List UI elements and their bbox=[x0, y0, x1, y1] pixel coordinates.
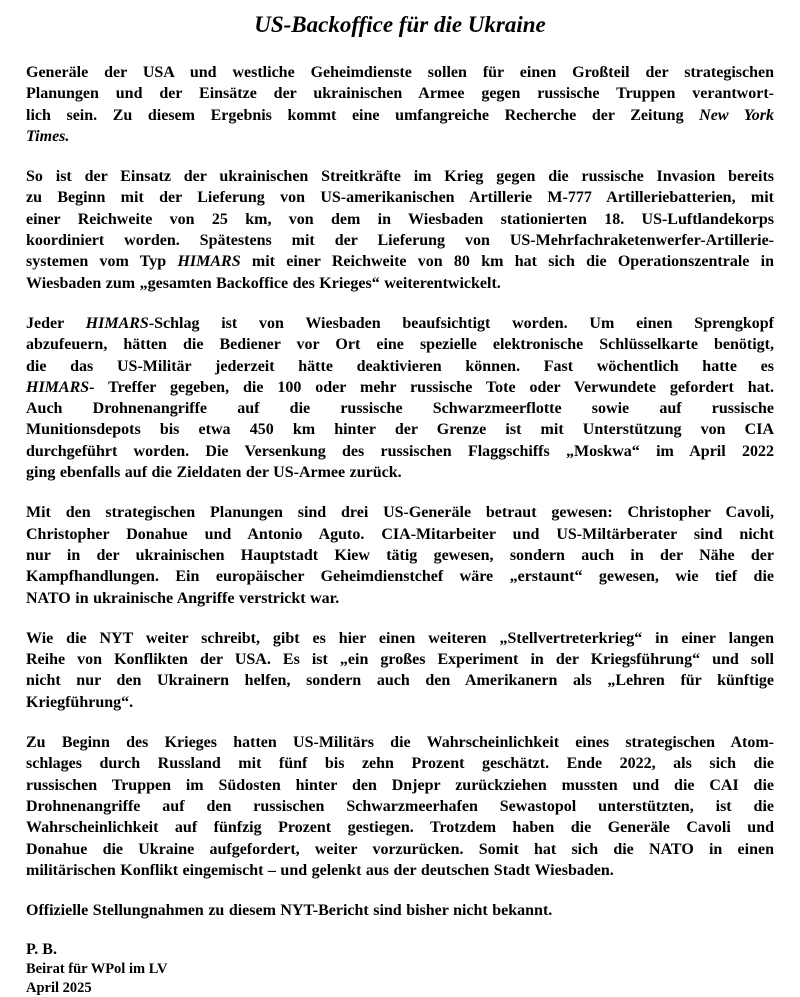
text-segment: Reihe von Konflikten der USA. Es ist „ein großes Experiment in der Kriegsführung“ und soll bbox=[26, 651, 774, 669]
text-segment: lich sein. Zu diesem Ergebnis kommt eine umfangreiche Recherche der Zeitung bbox=[26, 106, 700, 124]
text-segment: russischen Truppen im Südosten hinter den Dnjepr zurückziehen mussten und die CAI die bbox=[26, 776, 774, 794]
text-segment: nicht nur den Ukrainern helfen, sondern auch den Amerikanern als „Lehren für künftige bbox=[26, 672, 774, 690]
paragraph bbox=[26, 166, 774, 294]
text-segment: Munitionsdepots bis etwa 450 km hinter der Grenze ist mit Unterstützung von CIA bbox=[26, 421, 774, 439]
text-segment: Drohnenangriffe auf den russischen Schwarzmeerhafen Sewastopol unterstützten, ist die bbox=[26, 797, 774, 815]
text-line bbox=[26, 775, 774, 796]
text-segment: Jeder bbox=[26, 314, 86, 332]
paragraph bbox=[26, 900, 774, 921]
text-line bbox=[26, 796, 774, 817]
text-segment: Planungen und der Einsätze der ukrainischen Armee gegen russische Truppen verantwort- bbox=[26, 85, 774, 103]
text-line bbox=[26, 545, 774, 566]
signature-date: April 2025 bbox=[26, 979, 92, 996]
signature-block bbox=[26, 940, 774, 997]
text-segment: Wie die NYT weiter schreibt, gibt es hier einen weiteren „Stellvertreterkrieg“ in einer langen bbox=[26, 629, 774, 647]
text-line bbox=[26, 628, 774, 649]
text-line bbox=[26, 377, 774, 398]
text-segment: Zu Beginn des Krieges hatten US-Militärs die Wahrscheinlichkeit eines strategischen Atom- bbox=[26, 734, 774, 752]
text-segment: Auch Drohnenangriffe auf die russische Schwarzmeerflotte sowie auf russische bbox=[26, 400, 774, 418]
text-segment: Treffer gegeben, die 100 oder mehr russische Tote oder Verwundete gefordert hat. bbox=[94, 378, 774, 396]
paragraph bbox=[26, 502, 774, 608]
text-segment: Kampfhandlungen. Ein europäischer Geheimdienstchef wäre „erstaunt“ gewesen, wie tief die bbox=[26, 568, 774, 586]
text-line bbox=[26, 126, 774, 147]
italic-text-segment: HIMARS bbox=[177, 253, 241, 271]
paragraph bbox=[26, 628, 774, 713]
text-segment: mit einer Reichweite von 80 km hat sich die Operationszentrale in bbox=[240, 253, 774, 271]
text-line bbox=[26, 462, 774, 483]
text-line bbox=[26, 900, 774, 921]
text-line bbox=[26, 588, 774, 609]
text-segment: einer Reichweite von 25 km, von dem in Wiesbaden stationierten 18. US-Luftlandekorps bbox=[26, 210, 774, 228]
text-segment: abzufeuern, hätten die Bediener vor Ort eine spezielle elektronische Schlüsselkarte benötigt, bbox=[26, 336, 774, 354]
text-line bbox=[26, 251, 774, 272]
text-segment: nur in der ukrainischen Hauptstadt Kiew tätig gewesen, sondern auch in der Nähe der bbox=[26, 546, 774, 564]
text-segment: durchgeführt worden. Die Versenkung des russischen Flaggschiffs „Moskwa“ im April 2022 bbox=[26, 442, 774, 460]
text-line bbox=[26, 502, 774, 523]
text-line bbox=[26, 441, 774, 462]
paragraph bbox=[26, 62, 774, 147]
text-line bbox=[26, 670, 774, 691]
text-line bbox=[26, 692, 774, 713]
text-segment: Wahrscheinlichkeit auf fünfzig Prozent gestiegen. Trotzdem haben die Generäle Cavoli und bbox=[26, 819, 774, 837]
text-line bbox=[26, 105, 774, 126]
text-line bbox=[26, 187, 774, 208]
text-line bbox=[26, 566, 774, 587]
text-line bbox=[26, 83, 774, 104]
text-line bbox=[26, 334, 774, 355]
text-line bbox=[26, 524, 774, 545]
text-segment: Kriegführung“. bbox=[26, 693, 134, 711]
paragraph bbox=[26, 732, 774, 881]
text-segment: Wiesbaden zum „gesamten Backoffice des Krieges“ weiterentwickelt. bbox=[26, 274, 501, 292]
text-line bbox=[26, 817, 774, 838]
document-title: US-Backoffice für die Ukraine bbox=[254, 12, 546, 37]
text-segment: -Schlag ist von Wiesbaden beaufsichtigt worden. Um einen Sprengkopf bbox=[148, 314, 774, 332]
text-segment: systemen vom Typ bbox=[26, 253, 178, 271]
text-segment: die das US-Militär jederzeit hätte deaktivieren können. Fast wöchentlich hatte es bbox=[26, 357, 774, 375]
text-segment: schlages durch Russland mit fünf bis zehn Prozent geschätzt. Ende 2022, als sich die bbox=[26, 755, 774, 773]
text-line bbox=[26, 860, 774, 881]
text-line bbox=[26, 356, 774, 377]
text-segment: NATO in ukrainische Angriffe verstrickt war. bbox=[26, 589, 340, 607]
italic-text-segment: New York bbox=[699, 106, 775, 124]
italic-text-segment: HIMARS- bbox=[26, 378, 95, 396]
text-segment: Christopher Donahue und Antonio Aguto. CIA-Mitarbeiter und US-Miltärberater sind nicht bbox=[26, 525, 774, 543]
text-segment: militärischen Konflikt eingemischt – und gelenkt aus der deutschen Stadt Wiesbaden. bbox=[26, 861, 614, 879]
signature-organization: Beirat für WPol im LV bbox=[26, 961, 168, 978]
text-line bbox=[26, 732, 774, 753]
text-segment: Mit den strategischen Planungen sind drei US-Generäle betraut gewesen: Christopher Cavoli, bbox=[26, 504, 774, 522]
paragraph bbox=[26, 313, 774, 483]
italic-text-segment: HIMARS bbox=[85, 314, 149, 332]
text-segment: Offizielle Stellungnahmen zu diesem NYT-Bericht sind bisher nicht bekannt. bbox=[26, 902, 553, 920]
text-line bbox=[26, 166, 774, 187]
text-line bbox=[26, 273, 774, 294]
text-line bbox=[26, 230, 774, 251]
text-segment: Donahue die Ukraine aufgefordert, weiter vorzurücken. Somit hat sich die NATO in einen bbox=[26, 840, 774, 858]
text-segment: Generäle der USA und westliche Geheimdienste sollen für einen Großteil der strategischen bbox=[26, 64, 774, 81]
text-line bbox=[26, 419, 774, 440]
text-line bbox=[26, 209, 774, 230]
signature-initials: P. B. bbox=[26, 941, 57, 959]
text-line bbox=[26, 649, 774, 670]
text-segment: koordiniert worden. Spätestens mit der Lieferung von US-Mehrfachraketenwerfer-Artillerie- bbox=[26, 232, 774, 250]
text-line bbox=[26, 62, 774, 83]
text-segment: zu Beginn mit der Lieferung von US-amerikanischen Artillerie M-777 Artilleriebatterien, mit bbox=[26, 189, 774, 207]
document-body bbox=[26, 62, 774, 921]
italic-text-segment: Times. bbox=[26, 127, 70, 145]
text-line bbox=[26, 753, 774, 774]
text-line bbox=[26, 313, 774, 334]
text-segment: ging ebenfalls auf die Zieldaten der US-Armee zurück. bbox=[26, 464, 402, 482]
text-line bbox=[26, 398, 774, 419]
text-segment: So ist der Einsatz der ukrainischen Streitkräfte im Krieg gegen die russische Invasion bereits bbox=[26, 168, 774, 186]
text-line bbox=[26, 839, 774, 860]
